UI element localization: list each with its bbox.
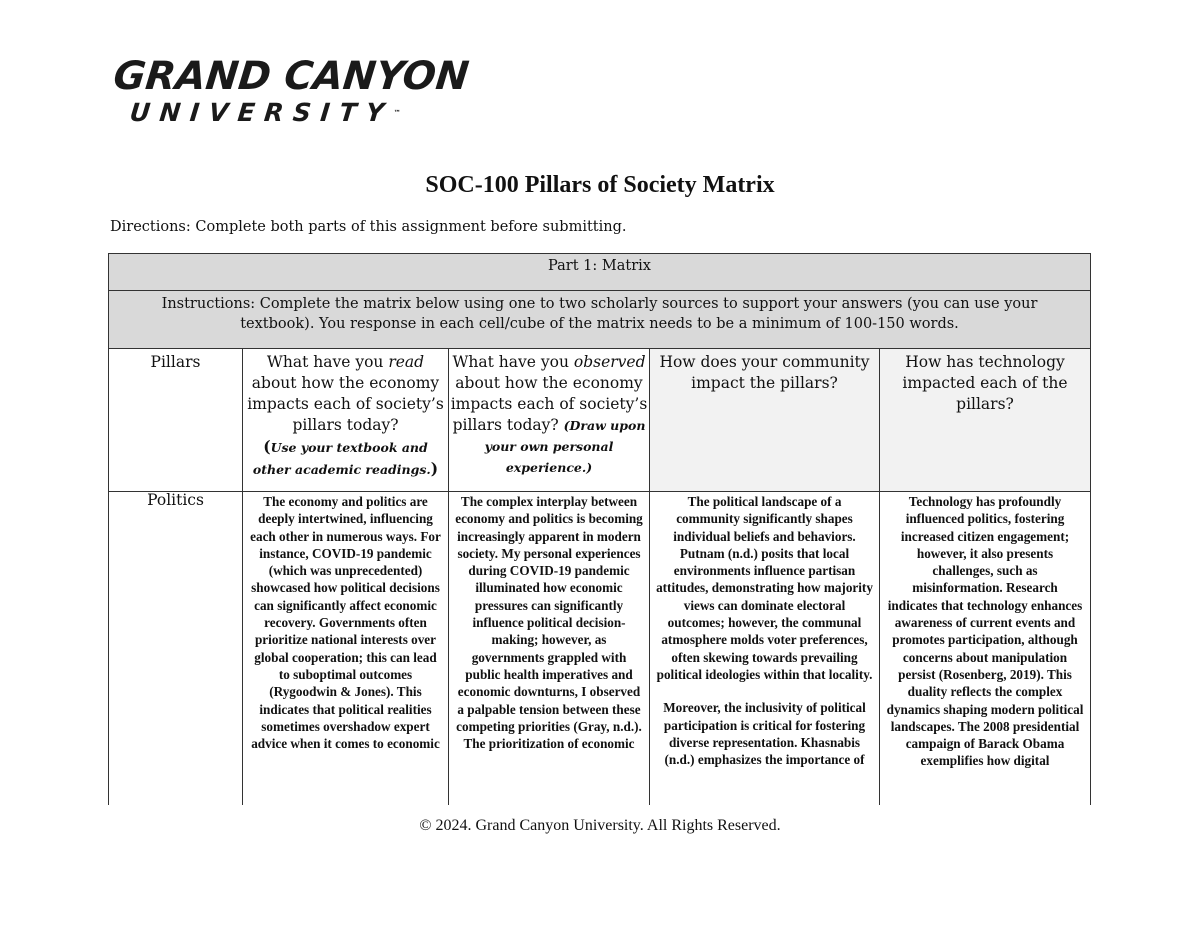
pillars-matrix-table bbox=[108, 253, 1091, 805]
header-community bbox=[650, 349, 880, 491]
instructions-row: Instructions: Complete the matrix below using one to two scholarly sources to support your answers (you can use your textbook). You response in each cell/cube of the matrix needs to be a minimum of 100-150 words. bbox=[109, 291, 1090, 349]
header-read-em: read bbox=[388, 353, 425, 371]
logo-line-1: GRAND CANYON bbox=[111, 54, 471, 99]
header-observed-post: about how the economy impacts each of society’s pillars today? bbox=[450, 374, 648, 434]
header-technology-text: How has technology impacted each of the pillars? bbox=[902, 353, 1068, 413]
header-read-post: about how the economy impacts each of society’s pillars today? bbox=[247, 374, 444, 434]
cell-politics-read-text: The economy and politics are deeply intertwined, influencing each other in numerous ways. For instance, COVID-19 pandemic (which was unprecedented) showcased how political decisions can significantly affect economic recovery. Governments often prioritize national interests over global cooperation; this can lead to suboptimal outcomes (Rygoodwin & Jones). This indicates that political realities sometimes overshadow expert advice when it comes to economic bbox=[250, 494, 441, 752]
pillar-label-politics: Politics bbox=[109, 492, 243, 805]
trademark-mark: ™ bbox=[393, 109, 401, 117]
cell-politics-community-p2: Moreover, the inclusivity of political participation is critical for fostering diverse representation. Khasnabis (n.d.) emphasizes the importance of bbox=[663, 700, 866, 768]
header-observed-pre: What have you bbox=[452, 353, 574, 371]
cell-politics-community bbox=[650, 492, 880, 805]
cell-politics-observed-text: The complex interplay between economy and politics is becoming increasingly apparent in modern society. My personal experiences during COVID-19 pandemic illuminated how economic pressures can significantly influence political decision-making; however, as governments grappled with public health imperatives and economic downturns, I observed a palpable tension between these competing priorities (Gray, n.d.). The prioritization of economic bbox=[455, 494, 643, 752]
cell-politics-community-p1: The political landscape of a community significantly shapes individual beliefs and behaviors. Putnam (n.d.) posits that local environments influence partisan attitudes, demonstrating how majority views can dominate electoral outcomes; however, the communal atmosphere molds voter preferences, often skewing towards prevailing political ideologies within that locality. bbox=[656, 494, 873, 682]
column-header-row bbox=[109, 349, 1090, 492]
header-technology bbox=[880, 349, 1090, 491]
header-read-note: Use your textbook and other academic readings. bbox=[252, 440, 431, 477]
table-row bbox=[109, 492, 1090, 805]
header-community-text: How does your community impact the pillars? bbox=[659, 353, 870, 392]
cell-politics-technology-text: Technology has profoundly influenced politics, fostering increased citizen engagement; however, it also presents challenges, such as misinformation. Research indicates that technology enhances awareness of current events and promotes participation, although concerns about manipulation persist (Rosenberg, 2019). This duality reflects the complex dynamics shaping modern political landscapes. The 2008 presidential campaign of Barack Obama exemplifies how digital bbox=[886, 494, 1084, 769]
header-pillars-text: Pillars bbox=[150, 353, 201, 371]
part-1-header: Part 1: Matrix bbox=[109, 254, 1090, 291]
university-logo bbox=[108, 56, 470, 128]
header-observed-note: (Draw upon your own personal experience.) bbox=[484, 418, 646, 475]
logo-line-2 bbox=[128, 98, 466, 128]
header-read-pre: What have you bbox=[266, 353, 389, 371]
header-read bbox=[243, 349, 449, 491]
header-read-note-close: ) bbox=[430, 459, 439, 478]
document-title: SOC-100 Pillars of Society Matrix bbox=[425, 172, 775, 198]
header-observed bbox=[449, 349, 650, 491]
cell-politics-read bbox=[243, 492, 449, 805]
header-observed-em: observed bbox=[573, 353, 646, 371]
header-pillars bbox=[109, 349, 243, 491]
cell-politics-observed bbox=[449, 492, 650, 805]
logo-line-2-text: UNIVERSITY bbox=[128, 98, 396, 127]
header-read-note-open: ( bbox=[263, 437, 271, 456]
directions-text: Directions: Complete both parts of this assignment before submitting. bbox=[110, 219, 627, 235]
copyright-footer: © 2024. Grand Canyon University. All Rights Reserved. bbox=[419, 817, 781, 834]
cell-politics-technology bbox=[880, 492, 1090, 805]
